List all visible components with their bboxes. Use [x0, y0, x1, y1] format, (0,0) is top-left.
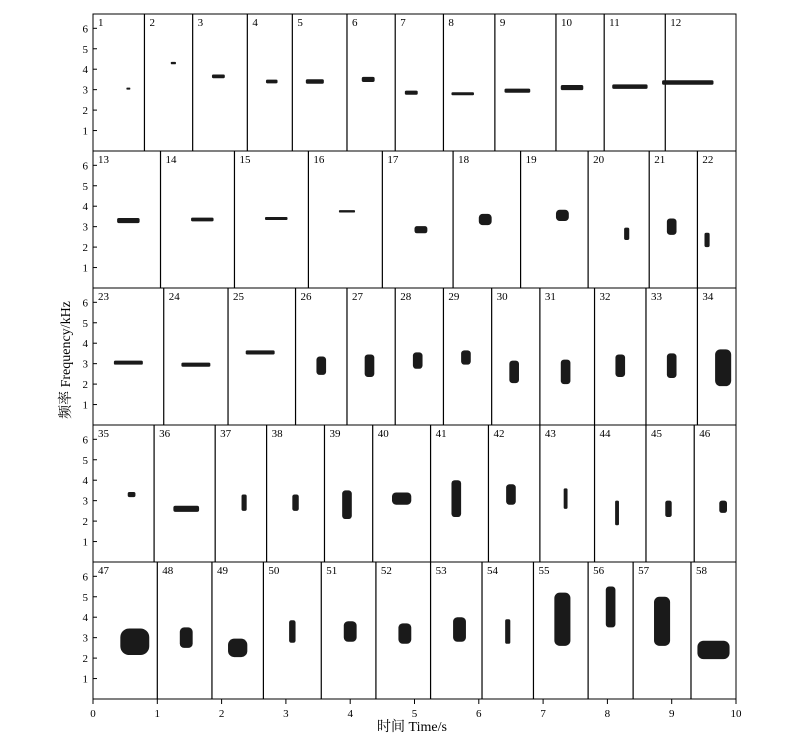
- syllable-mark: [506, 484, 516, 504]
- syllable-mark: [554, 593, 570, 646]
- syllable-mark: [171, 62, 176, 64]
- syllable-mark: [242, 495, 247, 511]
- x-tick-label: 9: [668, 708, 675, 720]
- panel-number: 20: [593, 154, 605, 166]
- panel-number: 33: [650, 291, 662, 303]
- syllable-mark: [667, 353, 677, 378]
- panel-frame: [93, 151, 736, 288]
- panel-number: 5: [297, 17, 303, 29]
- syllable-mark: [128, 492, 136, 497]
- syllable-mark: [561, 85, 584, 90]
- syllable-mark: [451, 480, 461, 517]
- panel-number: 2: [149, 17, 155, 29]
- panel-number: 42: [493, 428, 505, 440]
- y-tick-label: 3: [82, 358, 88, 371]
- panel-number: 15: [239, 154, 251, 166]
- y-tick-label: 1: [82, 673, 88, 686]
- panel-number: 37: [220, 428, 232, 440]
- y-tick-label: 6: [82, 297, 88, 310]
- syllable-mark: [564, 488, 568, 508]
- syllable-mark: [606, 587, 616, 628]
- y-tick-label: 5: [82, 317, 88, 330]
- y-tick-label: 6: [82, 434, 88, 447]
- syllable-mark: [561, 360, 571, 385]
- panel-number: 43: [544, 428, 556, 440]
- panel-number: 29: [448, 291, 460, 303]
- y-tick-label: 2: [82, 105, 88, 118]
- panel-number: 47: [98, 565, 109, 577]
- syllable-mark: [126, 88, 130, 90]
- syllable-mark: [654, 597, 670, 646]
- y-tick-label: 4: [82, 338, 88, 351]
- panel-number: 17: [387, 154, 399, 166]
- syllable-mark: [316, 357, 326, 375]
- y-tick-label: 5: [82, 43, 88, 56]
- panel-number: 26: [300, 291, 312, 303]
- panel-number: 48: [162, 565, 174, 577]
- y-tick-label: 3: [82, 221, 88, 234]
- panel-number: 49: [216, 565, 228, 577]
- y-tick-label: 4: [82, 475, 88, 488]
- syllable-mark: [612, 84, 647, 88]
- syllable-mark: [266, 80, 278, 84]
- syllable-mark: [120, 628, 149, 655]
- x-tick-label: 10: [730, 708, 742, 720]
- y-tick-label: 1: [82, 262, 88, 275]
- y-tick-label: 3: [82, 632, 88, 645]
- panel-number: 44: [599, 428, 611, 440]
- y-tick-label: 4: [82, 612, 88, 625]
- panel-number: 41: [435, 428, 447, 440]
- panel-number: 32: [599, 291, 611, 303]
- panel-number: 9: [499, 17, 506, 29]
- panel-number: 34: [702, 291, 714, 303]
- syllable-mark: [180, 627, 193, 647]
- syllable-mark: [398, 623, 411, 643]
- panel-number: 11: [609, 17, 620, 29]
- panel-number: 8: [448, 17, 454, 29]
- syllable-mark: [344, 621, 357, 641]
- syllable-mark: [117, 218, 140, 223]
- syllable-mark: [339, 210, 355, 212]
- panel-number: 24: [168, 291, 180, 303]
- syllable-mark: [191, 218, 214, 222]
- x-tick-label: 3: [283, 708, 289, 720]
- x-tick-label: 7: [540, 708, 546, 720]
- x-tick-label: 6: [476, 708, 482, 720]
- syllable-mark: [413, 352, 423, 368]
- y-tick-label: 2: [82, 653, 88, 666]
- panel-number: 39: [329, 428, 341, 440]
- syllable-mark: [615, 501, 619, 526]
- y-tick-label: 5: [82, 180, 88, 193]
- syllable-mark: [405, 91, 418, 95]
- y-tick-label: 5: [82, 591, 88, 604]
- syllable-mark: [362, 77, 375, 82]
- panel-number: 53: [435, 565, 447, 577]
- plot-area: [83, 14, 743, 720]
- panel-number: 6: [351, 17, 358, 29]
- syllable-mark: [505, 89, 531, 93]
- syllable-mark: [479, 214, 492, 225]
- syllable-mark: [719, 501, 727, 513]
- y-axis-label: 频率 Frequency/kHz: [59, 301, 74, 419]
- panel-number: 28: [400, 291, 412, 303]
- panel-number: 45: [650, 428, 662, 440]
- panel-number: 46: [699, 428, 711, 440]
- y-tick-label: 6: [82, 23, 88, 36]
- panel-frame: [93, 425, 736, 562]
- panel-number: 31: [544, 291, 556, 303]
- panel-number: 12: [670, 17, 682, 29]
- syllable-mark: [228, 639, 247, 657]
- panel-number: 52: [380, 565, 392, 577]
- x-tick-label: 8: [604, 708, 611, 720]
- panel-number: 36: [159, 428, 171, 440]
- panel-number: 38: [271, 428, 283, 440]
- panel-number: 50: [268, 565, 280, 577]
- panel-number: 57: [638, 565, 650, 577]
- panel-number: 56: [593, 565, 605, 577]
- syllable-mark: [392, 492, 411, 504]
- panel-number: 19: [525, 154, 537, 166]
- panel-number: 21: [654, 154, 666, 166]
- panel-number: 3: [197, 17, 204, 29]
- syllable-mark: [173, 506, 199, 512]
- panel-number: 13: [98, 154, 109, 166]
- syllable-mark: [704, 233, 709, 247]
- panel-number: 16: [313, 154, 325, 166]
- y-tick-label: 1: [82, 399, 88, 412]
- syllable-mark: [265, 217, 288, 220]
- y-tick-label: 4: [82, 201, 88, 214]
- y-tick-label: 4: [82, 64, 88, 77]
- x-tick-label: 1: [154, 708, 161, 720]
- syllable-mark: [289, 620, 295, 642]
- y-tick-label: 1: [82, 536, 88, 549]
- panel-number: 1: [98, 17, 104, 29]
- syllable-mark: [509, 361, 519, 383]
- panel-frame: [93, 14, 736, 151]
- syllable-mark: [461, 350, 471, 364]
- y-tick-label: 3: [82, 84, 88, 97]
- x-tick-label: 5: [411, 708, 418, 720]
- panel-number: 18: [458, 154, 470, 166]
- syllable-mark: [505, 619, 510, 644]
- syllable-mark: [556, 210, 569, 221]
- panel-number: 25: [233, 291, 245, 303]
- syllable-mark: [697, 641, 729, 659]
- panel-number: 58: [695, 565, 707, 577]
- syllable-mark: [306, 79, 324, 83]
- panel-number: 22: [702, 154, 714, 166]
- syllable-mark: [342, 490, 352, 519]
- panel-number: 4: [252, 17, 258, 29]
- syllable-mark: [292, 495, 298, 511]
- syllable-mark: [365, 354, 375, 376]
- x-axis-label: 时间 Time/s: [377, 720, 447, 735]
- y-tick-label: 3: [82, 495, 88, 508]
- syllable-mark: [415, 226, 428, 233]
- syllable-mark: [212, 75, 225, 79]
- x-tick-label: 0: [90, 708, 96, 720]
- y-tick-label: 2: [82, 379, 88, 392]
- y-tick-label: 6: [82, 571, 88, 584]
- y-tick-label: 2: [82, 516, 88, 529]
- syllable-mark: [624, 228, 629, 240]
- syllable-mark: [667, 218, 677, 234]
- syllable-mark: [181, 363, 210, 367]
- panel-number: 14: [165, 154, 177, 166]
- y-tick-label: 2: [82, 242, 88, 255]
- panel-number: 54: [487, 565, 499, 577]
- panel-number: 30: [496, 291, 508, 303]
- panel-number: 10: [560, 17, 572, 29]
- syllable-mark: [246, 350, 275, 354]
- panel-number: 35: [98, 428, 109, 440]
- syllable-mark: [451, 92, 474, 95]
- panel-number: 7: [400, 17, 406, 29]
- syllable-mark: [662, 80, 713, 84]
- syllable-mark: [665, 501, 671, 517]
- panel-number: 55: [538, 565, 550, 577]
- syllable-mark: [114, 361, 143, 365]
- x-tick-label: 2: [218, 708, 225, 720]
- panel-number: 40: [377, 428, 389, 440]
- panel-number: 51: [326, 565, 338, 577]
- y-tick-label: 6: [82, 160, 88, 173]
- syllable-mark: [715, 349, 731, 386]
- panel-number: 27: [351, 291, 363, 303]
- syllable-mark: [615, 354, 625, 376]
- syllable-mark: [453, 617, 466, 642]
- y-tick-label: 5: [82, 454, 88, 467]
- x-tick-label: 4: [347, 708, 353, 720]
- panel-number: 23: [98, 291, 109, 303]
- y-tick-label: 1: [82, 125, 88, 138]
